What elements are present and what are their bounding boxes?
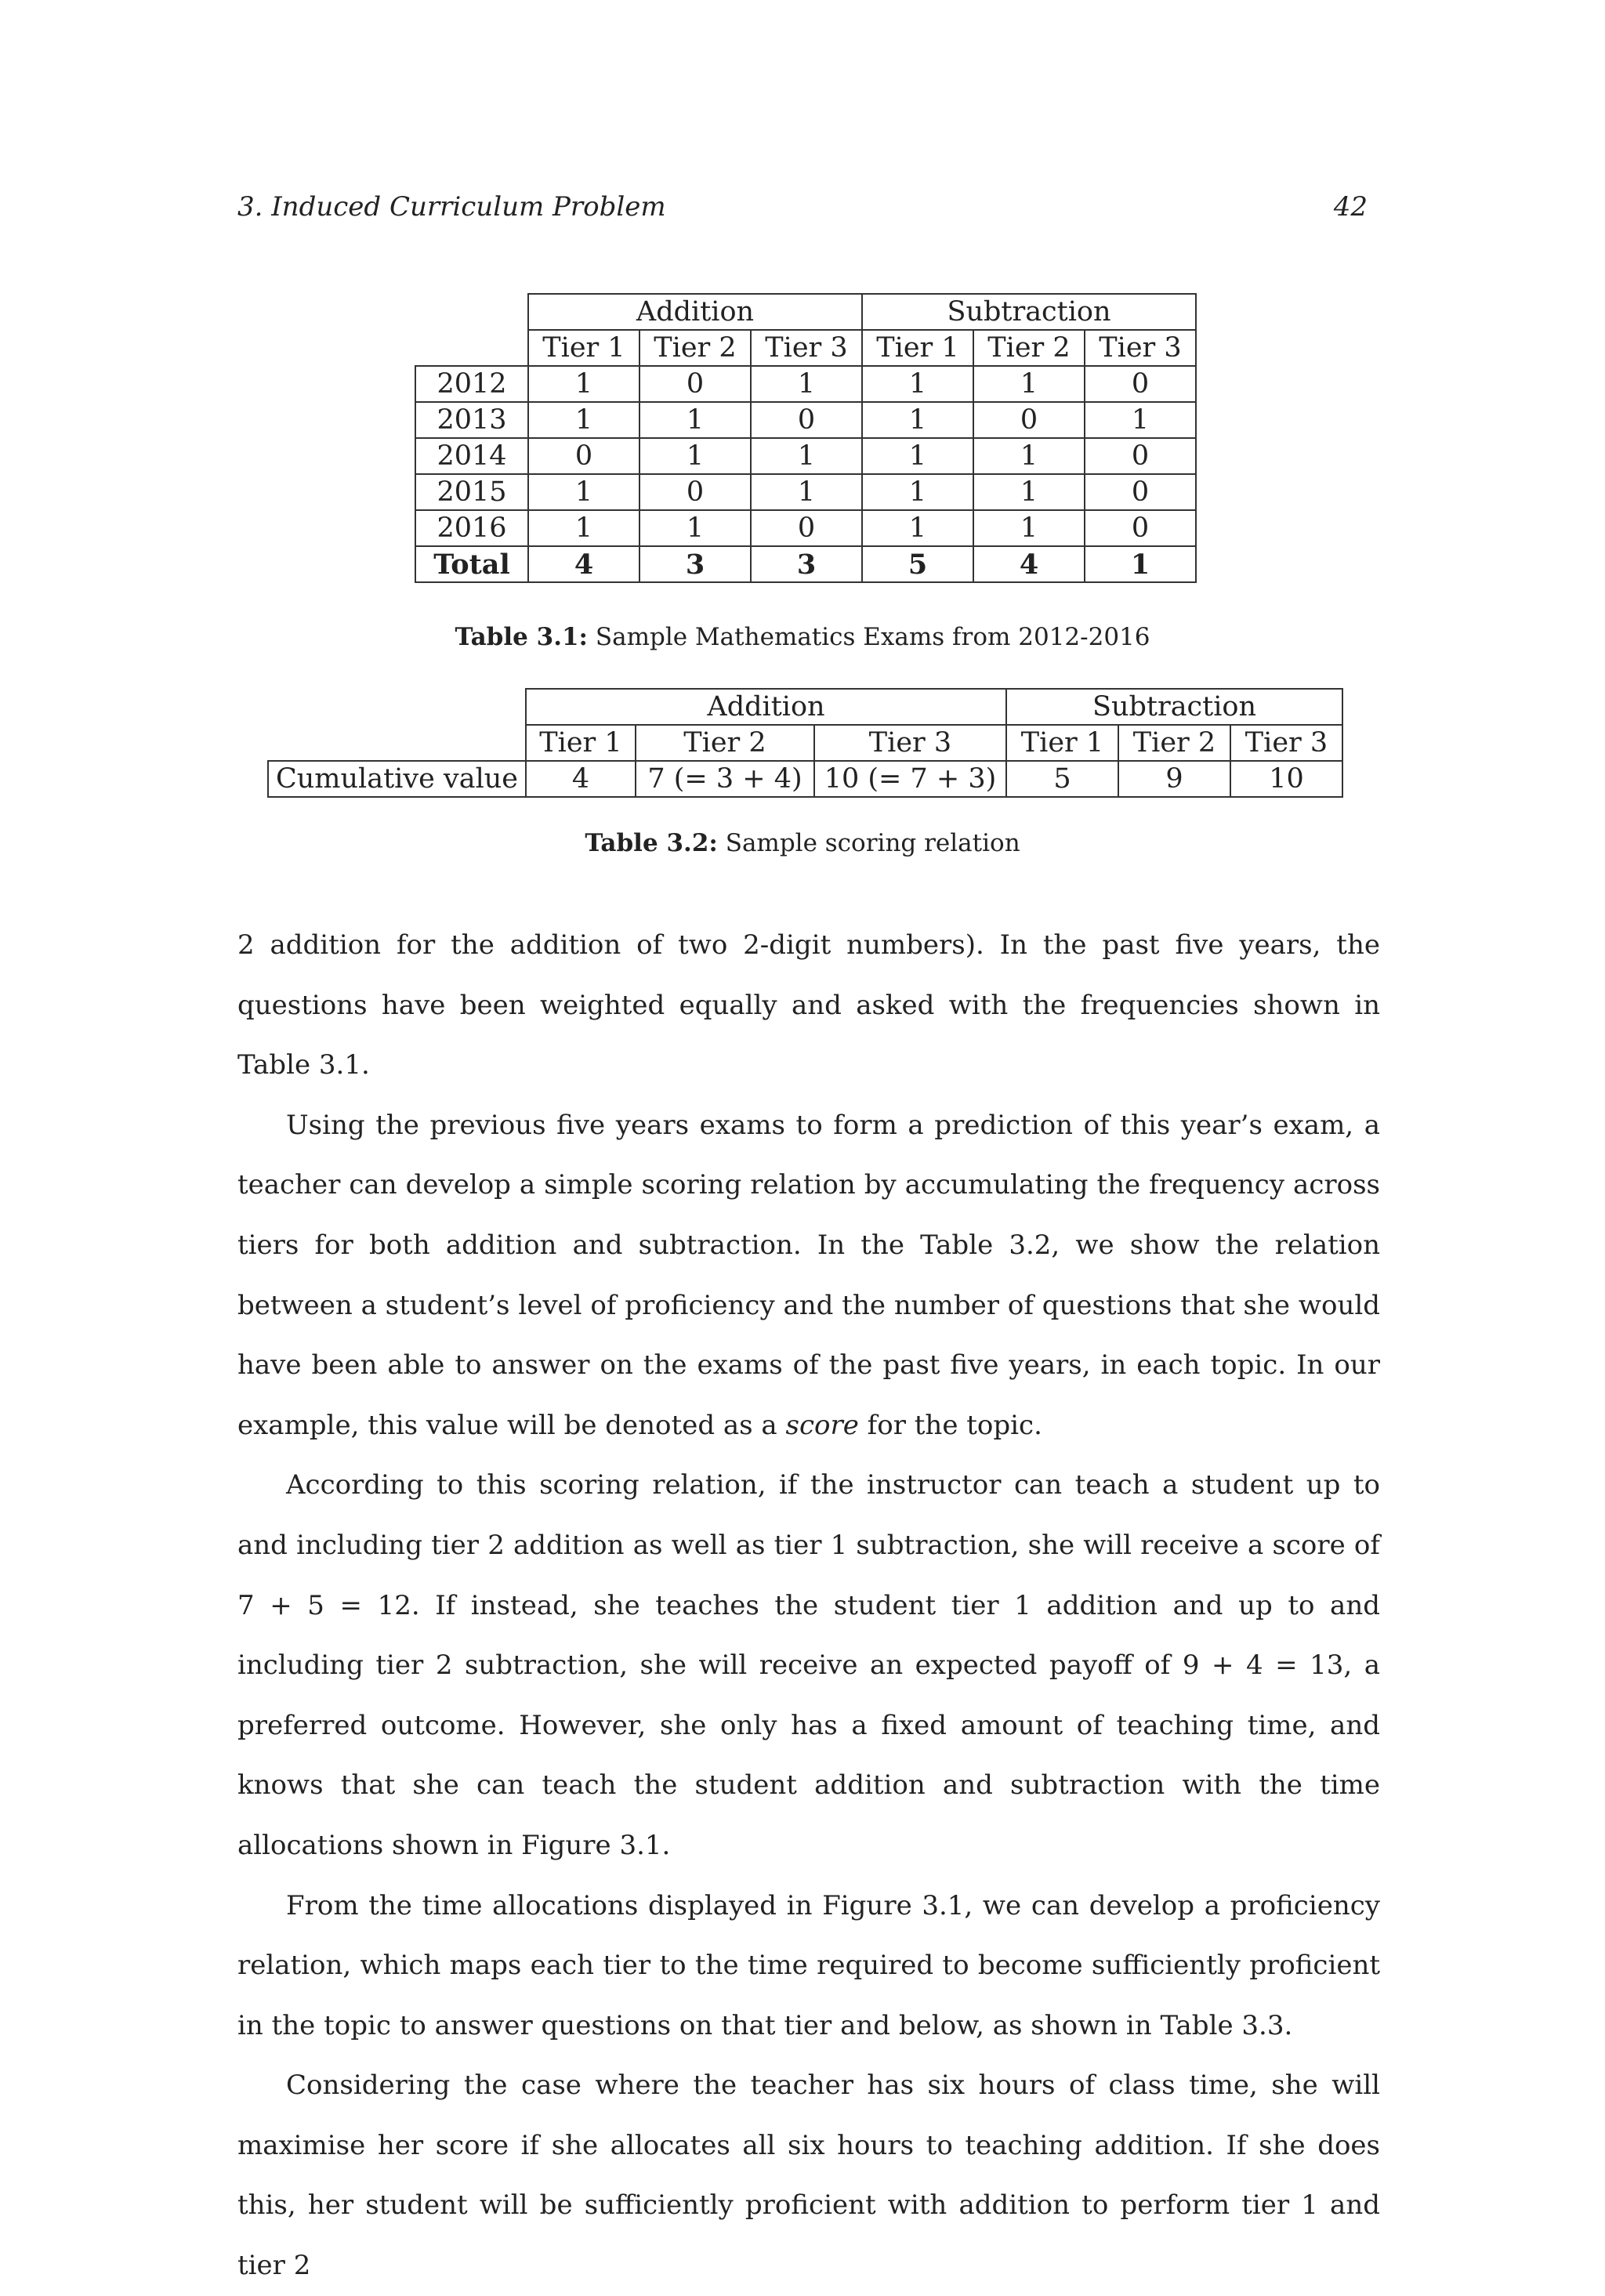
table-cell: 1 xyxy=(528,510,639,546)
table-cell: 1 xyxy=(751,474,862,510)
tier-header: Tier 2 xyxy=(639,330,751,366)
table-cell: 1 xyxy=(639,510,751,546)
paragraph: From the time allocations displayed in Figure 3.1, we can develop a proficiency relation, which maps each tier to the time required to become sufficiently proficient in the topic to answer questions on that tier and below, as shown in Table 3.3. xyxy=(237,1889,1380,2041)
table-cell: 4 xyxy=(526,761,636,797)
table-row xyxy=(415,510,1196,546)
total-cell: 5 xyxy=(862,546,973,582)
table-cell: 5 xyxy=(1006,761,1118,797)
chapter-title: 3. Induced Curriculum Problem xyxy=(237,191,666,223)
table-cell: 1 xyxy=(973,510,1085,546)
table-cell: 0 xyxy=(1085,510,1196,546)
year-label: 2013 xyxy=(415,402,528,438)
year-label: 2014 xyxy=(415,438,528,474)
emphasis-score: score xyxy=(785,1409,859,1441)
total-cell: 4 xyxy=(528,546,639,582)
table-cell: 10 xyxy=(1230,761,1342,797)
tier-header: Tier 1 xyxy=(528,330,639,366)
tier-header: Tier 1 xyxy=(862,330,973,366)
total-cell: 3 xyxy=(751,546,862,582)
table-cell: 1 xyxy=(639,438,751,474)
table-cell: 0 xyxy=(751,510,862,546)
table-cell: 1 xyxy=(862,438,973,474)
table-cell: 0 xyxy=(639,366,751,402)
table-cell: 0 xyxy=(751,402,862,438)
body-text xyxy=(237,915,1380,2296)
table-cell: 1 xyxy=(973,366,1085,402)
paragraph-text: for the topic. xyxy=(867,1409,1042,1441)
paragraph-text: Using the previous five years exams to form a prediction of this year’s exam, a teacher can develop a simple scoring relation by accumulating the frequency across tiers for both addition and subtraction. In the Table 3.2, we show the relation between a student’s level of proficiency and the number of questions that she would have been able to answer on the exams of the past five years, in each topic. In our example, this value will be denoted as a xyxy=(237,1109,1380,1441)
page-number: 42 xyxy=(1333,191,1368,223)
tier-header: Tier 2 xyxy=(1118,725,1230,761)
table-row xyxy=(415,366,1196,402)
group-addition: Addition xyxy=(528,294,862,330)
table-cell: 0 xyxy=(1085,366,1196,402)
caption-label: Table 3.2: xyxy=(585,829,718,857)
table-cell: 1 xyxy=(751,366,862,402)
year-label: 2015 xyxy=(415,474,528,510)
tier-header: Tier 1 xyxy=(1006,725,1118,761)
table-row xyxy=(415,438,1196,474)
group-subtraction: Subtraction xyxy=(1006,689,1342,725)
table-cell: 1 xyxy=(973,438,1085,474)
table-cell: 1 xyxy=(528,474,639,510)
paragraph: According to this scoring relation, if the instructor can teach a student up to and including tier 2 addition as well as tier 1 subtraction, she will receive a score of 7 + 5 = 12. If instead, she teaches the student tier 1 addition and up to and including tier 2 subtraction, she will receive an expected payoff of 9 + 4 = 13, a preferred outcome. However, she only has a fixed amount of teaching time, and knows that she can teach the student addition and subtraction with the time allocations shown in Figure 3.1. xyxy=(237,1469,1380,1861)
table-cell: 7 (= 3 + 4) xyxy=(636,761,814,797)
paragraph xyxy=(237,1095,1380,1456)
tier-header: Tier 3 xyxy=(1230,725,1342,761)
caption-text: Sample scoring relation xyxy=(725,829,1020,857)
table-cell: 0 xyxy=(1085,438,1196,474)
total-cell: 4 xyxy=(973,546,1085,582)
total-label: Total xyxy=(415,546,528,582)
table-cell: 1 xyxy=(973,474,1085,510)
running-head xyxy=(237,191,1368,230)
table-caption xyxy=(237,623,1368,651)
row-label: Cumulative value xyxy=(268,761,526,797)
table-cell: 1 xyxy=(751,438,862,474)
tier-header-row xyxy=(268,725,1342,761)
table-cell: 10 (= 7 + 3) xyxy=(814,761,1006,797)
table-cell: 1 xyxy=(528,366,639,402)
group-addition: Addition xyxy=(526,689,1006,725)
exams-table xyxy=(415,293,1197,583)
total-row xyxy=(415,546,1196,582)
tier-header: Tier 1 xyxy=(526,725,636,761)
total-cell: 1 xyxy=(1085,546,1196,582)
table-cell: 0 xyxy=(1085,474,1196,510)
table-cell: 0 xyxy=(528,438,639,474)
group-header-row xyxy=(415,294,1196,330)
table-cell: 1 xyxy=(862,510,973,546)
table-cell: 1 xyxy=(528,402,639,438)
table-row xyxy=(415,474,1196,510)
tier-header-row xyxy=(415,330,1196,366)
tier-header: Tier 2 xyxy=(636,725,814,761)
table-caption xyxy=(237,829,1368,857)
table-row xyxy=(415,402,1196,438)
tier-header: Tier 2 xyxy=(973,330,1085,366)
scoring-table xyxy=(267,688,1343,798)
group-subtraction: Subtraction xyxy=(862,294,1196,330)
paragraph: 2 addition for the addition of two 2-digit numbers). In the past five years, the questions have been weighted equally and asked with the frequencies shown in Table 3.1. xyxy=(237,929,1380,1081)
table-cell: 0 xyxy=(973,402,1085,438)
table-cell: 1 xyxy=(862,402,973,438)
tier-header: Tier 3 xyxy=(814,725,1006,761)
table-cell: 0 xyxy=(639,474,751,510)
table-cell: 1 xyxy=(1085,402,1196,438)
table-cell: 1 xyxy=(639,402,751,438)
tier-header: Tier 3 xyxy=(1085,330,1196,366)
group-header-row xyxy=(268,689,1342,725)
table-cell: 9 xyxy=(1118,761,1230,797)
tier-header: Tier 3 xyxy=(751,330,862,366)
year-label: 2012 xyxy=(415,366,528,402)
table-cell: 1 xyxy=(862,366,973,402)
caption-label: Table 3.1: xyxy=(455,623,588,651)
table-cell: 1 xyxy=(862,474,973,510)
caption-text: Sample Mathematics Exams from 2012-2016 xyxy=(595,623,1150,651)
year-label: 2016 xyxy=(415,510,528,546)
paragraph: Considering the case where the teacher has six hours of class time, she will maximise her score if she allocates all six hours to teaching addition. If she does this, her student will be sufficiently proficient with addition to perform tier 1 and tier 2 xyxy=(237,2070,1380,2282)
total-cell: 3 xyxy=(639,546,751,582)
table-row xyxy=(268,761,1342,797)
